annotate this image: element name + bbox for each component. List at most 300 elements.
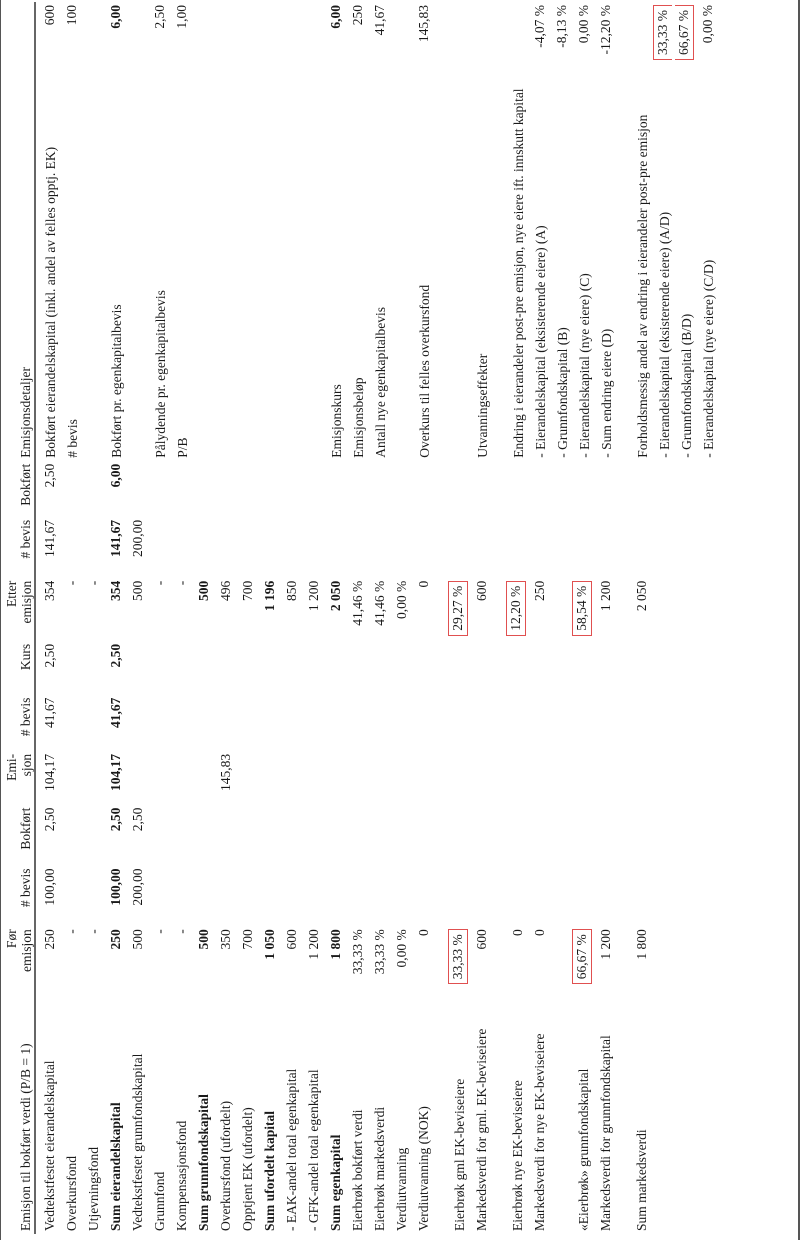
- highlighted-value: 12,20 %: [506, 581, 526, 636]
- bevis-before: [570, 865, 592, 926]
- bevis-before-text: 200,00: [130, 868, 145, 906]
- row-label-text: Grunnfond: [152, 1171, 167, 1231]
- header-kurs: Kurs: [18, 643, 33, 671]
- bevis-after: [58, 517, 80, 578]
- for-emisjon-value-text: 1 800: [634, 929, 649, 960]
- detail-value: [592, 2, 614, 75]
- kurs-value: [570, 641, 592, 695]
- detail-label-text: - Sum endring eiere (D): [599, 328, 614, 458]
- emisjon-value: [234, 751, 256, 805]
- detail-value: [58, 2, 80, 75]
- for-emisjon-value-text: 250: [42, 929, 57, 950]
- for-emisjon-value: [168, 926, 190, 994]
- bevis-before: [432, 865, 446, 926]
- bokfort-before: [388, 805, 410, 866]
- kurs-value: [168, 641, 190, 695]
- row-label: [322, 994, 344, 1234]
- bevis-emisjon: [694, 695, 716, 751]
- detail-value: [256, 2, 278, 75]
- bevis-emisjon: [35, 695, 58, 751]
- detail-value: [80, 2, 102, 75]
- bevis-emisjon-text: 41,67: [108, 697, 123, 729]
- table-body: [35, 2, 716, 1234]
- bevis-before: [694, 865, 716, 926]
- bokfort-after: [650, 461, 672, 517]
- detail-label: [694, 75, 716, 461]
- detail-label: [212, 75, 234, 461]
- bokfort-after: [124, 461, 146, 517]
- for-emisjon-value: [592, 926, 614, 994]
- bevis-before: [212, 865, 234, 926]
- bevis-emisjon: [504, 695, 526, 751]
- for-emisjon-value-text: 33,33 %: [372, 929, 387, 975]
- bokfort-after: [146, 461, 168, 517]
- bevis-emisjon: [672, 695, 694, 751]
- bokfort-before-text: 2,50: [130, 807, 145, 832]
- for-emisjon-value-text: 500: [196, 929, 211, 950]
- bevis-before: [300, 865, 322, 926]
- bevis-emisjon: [300, 695, 322, 751]
- highlighted-value: 33,33 %: [653, 5, 672, 60]
- table-row: [526, 2, 548, 1234]
- row-label: [234, 994, 256, 1234]
- kurs-value: [628, 641, 650, 695]
- bevis-after: [190, 517, 212, 578]
- for-emisjon-value: [190, 926, 212, 994]
- etter-emisjon-value-text: 354: [108, 580, 123, 601]
- row-label-text: Utjevningsfond: [86, 1147, 101, 1231]
- row-label: [614, 994, 628, 1234]
- for-emisjon-value-text: 500: [130, 929, 145, 950]
- row-label-text: Sum eierandelskapital: [108, 1102, 123, 1231]
- bevis-after: [146, 517, 168, 578]
- bevis-after: [278, 517, 300, 578]
- bokfort-before: [570, 805, 592, 866]
- for-emisjon-value-text: 33,33 %: [350, 929, 365, 975]
- row-label-text: Eierbrøk nye EK-beviseiere: [510, 1080, 525, 1231]
- detail-label: [168, 75, 190, 461]
- emission-table: [0, 2, 716, 1234]
- bokfort-before: [168, 805, 190, 866]
- kurs-value: [102, 641, 124, 695]
- kurs-value: [278, 641, 300, 695]
- spacer-row: [490, 2, 504, 1234]
- detail-value: [614, 2, 628, 75]
- bokfort-after: [672, 461, 694, 517]
- table-row: [168, 2, 190, 1234]
- etter-emisjon-value-text: 0,00 %: [394, 580, 409, 619]
- row-label-text: Overkursfond (ufordelt): [218, 1100, 233, 1231]
- detail-value: [410, 2, 432, 75]
- etter-emisjon-value: [614, 578, 628, 641]
- row-label-text: Verdiutvanning: [394, 1147, 409, 1231]
- etter-emisjon-value-text: 1 200: [598, 580, 613, 612]
- emisjon-value: [102, 751, 124, 805]
- etter-emisjon-value: [504, 578, 526, 641]
- etter-emisjon-value: [168, 578, 190, 641]
- table-row: [592, 2, 614, 1234]
- bevis-after-text: 141,67: [42, 519, 57, 557]
- bevis-after: [35, 517, 58, 578]
- row-label: [468, 994, 490, 1234]
- kurs-value: [526, 641, 548, 695]
- detail-value-text: 100: [64, 5, 79, 26]
- etter-emisjon-value-text: 41,46 %: [372, 580, 387, 626]
- detail-label: [366, 75, 388, 461]
- bevis-after-text: 200,00: [130, 519, 145, 557]
- emisjon-value: [614, 751, 628, 805]
- bevis-before: [614, 865, 628, 926]
- for-emisjon-value-text: -: [152, 929, 167, 934]
- etter-emisjon-value: [570, 578, 592, 641]
- emisjon-value: [650, 751, 672, 805]
- bevis-emisjon-text: 41,67: [42, 697, 57, 729]
- row-label: [366, 994, 388, 1234]
- for-emisjon-value: [300, 926, 322, 994]
- row-label-text: Sum grunnfondskapital: [196, 1094, 211, 1231]
- bokfort-before: [278, 805, 300, 866]
- bokfort-before: [468, 805, 490, 866]
- etter-emisjon-value: [526, 578, 548, 641]
- etter-emisjon-value: [672, 578, 694, 641]
- etter-emisjon-value: [278, 578, 300, 641]
- etter-emisjon-value-text: -: [64, 580, 79, 586]
- bokfort-after: [490, 461, 504, 517]
- emisjon-value: [490, 751, 504, 805]
- detail-value: [468, 2, 490, 75]
- bokfort-after: [58, 461, 80, 517]
- detail-label: [278, 75, 300, 461]
- bokfort-before: [234, 805, 256, 866]
- etter-emisjon-value: [548, 578, 570, 641]
- detail-label: [504, 75, 526, 461]
- bevis-before: [168, 865, 190, 926]
- bevis-before: [490, 865, 504, 926]
- bevis-emisjon: [366, 695, 388, 751]
- row-label: [388, 994, 410, 1234]
- row-label-text: Opptjent EK (ufordelt): [240, 1107, 255, 1231]
- bevis-before: [58, 865, 80, 926]
- bokfort-before: [300, 805, 322, 866]
- bevis-before: [410, 865, 432, 926]
- bevis-emisjon: [234, 695, 256, 751]
- bokfort-before: [672, 805, 694, 866]
- for-emisjon-value: [468, 926, 490, 994]
- emisjon-value: [256, 751, 278, 805]
- bevis-emisjon: [432, 695, 446, 751]
- bevis-after: [432, 517, 446, 578]
- bokfort-after: [190, 461, 212, 517]
- emisjon-value: [526, 751, 548, 805]
- detail-value: [570, 2, 592, 75]
- row-label: [650, 994, 672, 1234]
- for-emisjon-value-text: 0: [416, 929, 431, 937]
- etter-emisjon-value-text: -: [174, 580, 189, 586]
- table-row: [278, 2, 300, 1234]
- for-emisjon-value: [410, 926, 432, 994]
- for-emisjon-value-text: 1 200: [306, 929, 321, 960]
- detail-label-text: - Eierandelskapital (eksisterende eiere) (A/D): [657, 211, 672, 458]
- bevis-emisjon: [212, 695, 234, 751]
- bevis-after: [80, 517, 102, 578]
- etter-emisjon-value: [432, 578, 446, 641]
- etter-emisjon-value-text: -: [152, 580, 167, 586]
- bevis-before-text: 100,00: [108, 868, 123, 906]
- detail-value: [694, 2, 716, 75]
- bevis-after: [234, 517, 256, 578]
- table-row: [58, 2, 80, 1234]
- bevis-before: [35, 865, 58, 926]
- detail-value: [446, 2, 468, 75]
- detail-value: [672, 2, 694, 75]
- detail-label: [446, 75, 468, 461]
- table-row: [650, 2, 672, 1234]
- etter-emisjon-value-text: 250: [532, 580, 547, 601]
- for-emisjon-value: [628, 926, 650, 994]
- bevis-before: [628, 865, 650, 926]
- bevis-after: [504, 517, 526, 578]
- detail-label-text: - Eierandelskapital (eksisterende eiere) (A): [533, 225, 548, 458]
- header-for-emisjon: Før emisjon: [4, 929, 34, 973]
- header-label: Emisjon til bokført verdi (P/B = 1): [18, 1043, 33, 1231]
- row-label: [212, 994, 234, 1234]
- detail-label: [490, 75, 504, 461]
- row-label: [570, 994, 592, 1234]
- etter-emisjon-value-text: 500: [130, 580, 145, 601]
- row-label-text: Vedtekstfestet grunnfondskapital: [130, 1053, 145, 1231]
- bevis-after: [410, 517, 432, 578]
- bokfort-after: [80, 461, 102, 517]
- bevis-after: [256, 517, 278, 578]
- bokfort-before: [526, 805, 548, 866]
- bevis-after: [526, 517, 548, 578]
- detail-value-text: -8,13 %: [554, 5, 569, 48]
- for-emisjon-value-text: 0: [510, 929, 525, 937]
- row-label-text: Markedsverdi for gml. EK-beviseiere: [474, 1028, 489, 1231]
- row-label-text: Eierbrøk gml EK-beviseiere: [452, 1078, 467, 1231]
- bevis-emisjon: [344, 695, 366, 751]
- for-emisjon-value-text: -: [174, 929, 189, 934]
- header-bokfort-1: Bokført: [18, 807, 33, 850]
- for-emisjon-value-text: 600: [474, 929, 489, 950]
- emisjon-value: [322, 751, 344, 805]
- bevis-emisjon: [278, 695, 300, 751]
- header-detail-value: [0, 2, 35, 75]
- etter-emisjon-value: [256, 578, 278, 641]
- bevis-after: [366, 517, 388, 578]
- for-emisjon-value: [570, 926, 592, 994]
- bokfort-after: [256, 461, 278, 517]
- row-label-text: Sum markedsverdi: [634, 1129, 649, 1231]
- etter-emisjon-value-text: -: [86, 580, 101, 586]
- emisjon-value: [446, 751, 468, 805]
- bokfort-after: [570, 461, 592, 517]
- row-label: [124, 994, 146, 1234]
- table-row: [344, 2, 366, 1234]
- kurs-value: [672, 641, 694, 695]
- table-row: [388, 2, 410, 1234]
- emisjon-value: [432, 751, 446, 805]
- row-label: [168, 994, 190, 1234]
- bokfort-before: [432, 805, 446, 866]
- for-emisjon-value: [234, 926, 256, 994]
- detail-label: [102, 75, 124, 461]
- detail-label-text: - Grunnfondskapital (B): [555, 327, 570, 458]
- etter-emisjon-value: [35, 578, 58, 641]
- detail-label: [80, 75, 102, 461]
- kurs-value: [58, 641, 80, 695]
- bokfort-before: [446, 805, 468, 866]
- bokfort-after: [628, 461, 650, 517]
- bokfort-after: [102, 461, 124, 517]
- kurs-value-text: 2,50: [42, 643, 57, 668]
- bokfort-after: [168, 461, 190, 517]
- bokfort-before: [124, 805, 146, 866]
- bevis-emisjon: [570, 695, 592, 751]
- bokfort-before: [410, 805, 432, 866]
- detail-label: [322, 75, 344, 461]
- bevis-before: [504, 865, 526, 926]
- bevis-before: [548, 865, 570, 926]
- row-label: [300, 994, 322, 1234]
- for-emisjon-value: [504, 926, 526, 994]
- detail-value-text: 41,67: [372, 5, 387, 36]
- bevis-emisjon: [592, 695, 614, 751]
- row-label: [490, 994, 504, 1234]
- detail-value: [212, 2, 234, 75]
- kurs-value: [300, 641, 322, 695]
- kurs-value: [366, 641, 388, 695]
- row-label: [58, 994, 80, 1234]
- for-emisjon-value-text: 1 050: [262, 929, 277, 960]
- bokfort-before: [58, 805, 80, 866]
- row-label: [35, 994, 58, 1234]
- bevis-emisjon: [526, 695, 548, 751]
- detail-value: [504, 2, 526, 75]
- etter-emisjon-value: [300, 578, 322, 641]
- bevis-emisjon: [124, 695, 146, 751]
- bokfort-before: [146, 805, 168, 866]
- bokfort-before: [256, 805, 278, 866]
- kurs-value: [490, 641, 504, 695]
- table-row: [504, 2, 526, 1234]
- header-bevis-3: # bevis: [18, 519, 33, 559]
- for-emisjon-value: [124, 926, 146, 994]
- detail-label-text: Emisjonsbeløp: [351, 377, 366, 458]
- bevis-before: [146, 865, 168, 926]
- detail-label: [58, 75, 80, 461]
- bevis-after: [490, 517, 504, 578]
- etter-emisjon-value: [124, 578, 146, 641]
- bokfort-before: [614, 805, 628, 866]
- for-emisjon-value: [388, 926, 410, 994]
- kurs-value: [592, 641, 614, 695]
- bevis-after: [124, 517, 146, 578]
- for-emisjon-value-text: 0,00 %: [394, 929, 409, 968]
- spacer-row: [432, 2, 446, 1234]
- highlighted-value: 66,67 %: [572, 929, 592, 984]
- bevis-before: [256, 865, 278, 926]
- row-label-text: Sum ufordelt kapital: [262, 1110, 277, 1231]
- detail-label: [628, 75, 650, 461]
- table-row: [410, 2, 432, 1234]
- bevis-before: [124, 865, 146, 926]
- bevis-before: [80, 865, 102, 926]
- row-label: [672, 994, 694, 1234]
- detail-label-text: Forholdsmessig andel av endring i eierandeler post-pre emisjon: [635, 114, 650, 458]
- header-emisjonsdetaljer: Emisjonsdetaljer: [18, 366, 33, 458]
- detail-label: [256, 75, 278, 461]
- detail-label-text: Pålydende pr. egenkapitalbevis: [153, 290, 168, 458]
- for-emisjon-value: [548, 926, 570, 994]
- kurs-value: [80, 641, 102, 695]
- table-row: [234, 2, 256, 1234]
- bokfort-before: [322, 805, 344, 866]
- detail-label: [672, 75, 694, 461]
- etter-emisjon-value: [694, 578, 716, 641]
- row-label: [628, 994, 650, 1234]
- detail-value: [388, 2, 410, 75]
- detail-value-text: -12,20 %: [598, 5, 613, 55]
- table-row: [80, 2, 102, 1234]
- bevis-emisjon: [58, 695, 80, 751]
- row-label-text: Verdiutvanning (NOK): [416, 1106, 431, 1231]
- bevis-before: [344, 865, 366, 926]
- bevis-emisjon: [628, 695, 650, 751]
- bokfort-before: [366, 805, 388, 866]
- bokfort-before: [628, 805, 650, 866]
- bokfort-after: [322, 461, 344, 517]
- for-emisjon-value-text: 1 800: [328, 929, 343, 960]
- etter-emisjon-value-text: 0: [416, 580, 431, 588]
- row-label-text: Eierbrøk markedsverdi: [372, 1106, 387, 1231]
- bevis-emisjon: [322, 695, 344, 751]
- bokfort-after: [35, 461, 58, 517]
- bevis-after: [614, 517, 628, 578]
- bevis-after: [650, 517, 672, 578]
- emisjon-value: [388, 751, 410, 805]
- row-label: [526, 994, 548, 1234]
- bokfort-before: [490, 805, 504, 866]
- row-label-text: Markedsverdi for grunnfondskapital: [598, 1035, 613, 1231]
- bevis-before: [388, 865, 410, 926]
- emisjon-value: [366, 751, 388, 805]
- row-label: [344, 994, 366, 1234]
- for-emisjon-value-text: 700: [240, 929, 255, 950]
- bokfort-after: [234, 461, 256, 517]
- bevis-after-text: 141,67: [108, 519, 123, 557]
- kurs-value: [410, 641, 432, 695]
- bevis-emisjon: [446, 695, 468, 751]
- bevis-after: [300, 517, 322, 578]
- for-emisjon-value-text: 0: [532, 929, 547, 937]
- etter-emisjon-value: [446, 578, 468, 641]
- emisjon-value: [548, 751, 570, 805]
- detail-label-text: # bevis: [65, 419, 80, 458]
- emisjon-value: [344, 751, 366, 805]
- bevis-before: [102, 865, 124, 926]
- bokfort-after: [278, 461, 300, 517]
- detail-label: [124, 75, 146, 461]
- table-row: [468, 2, 490, 1234]
- bevis-emisjon: [410, 695, 432, 751]
- detail-label-text: Bokført pr. egenkapitalbevis: [109, 304, 124, 458]
- row-label-text: - GFK-andel total egenkapital: [306, 1069, 321, 1231]
- bevis-after: [388, 517, 410, 578]
- for-emisjon-value-text: -: [64, 929, 79, 934]
- bevis-before: [526, 865, 548, 926]
- row-label: [548, 994, 570, 1234]
